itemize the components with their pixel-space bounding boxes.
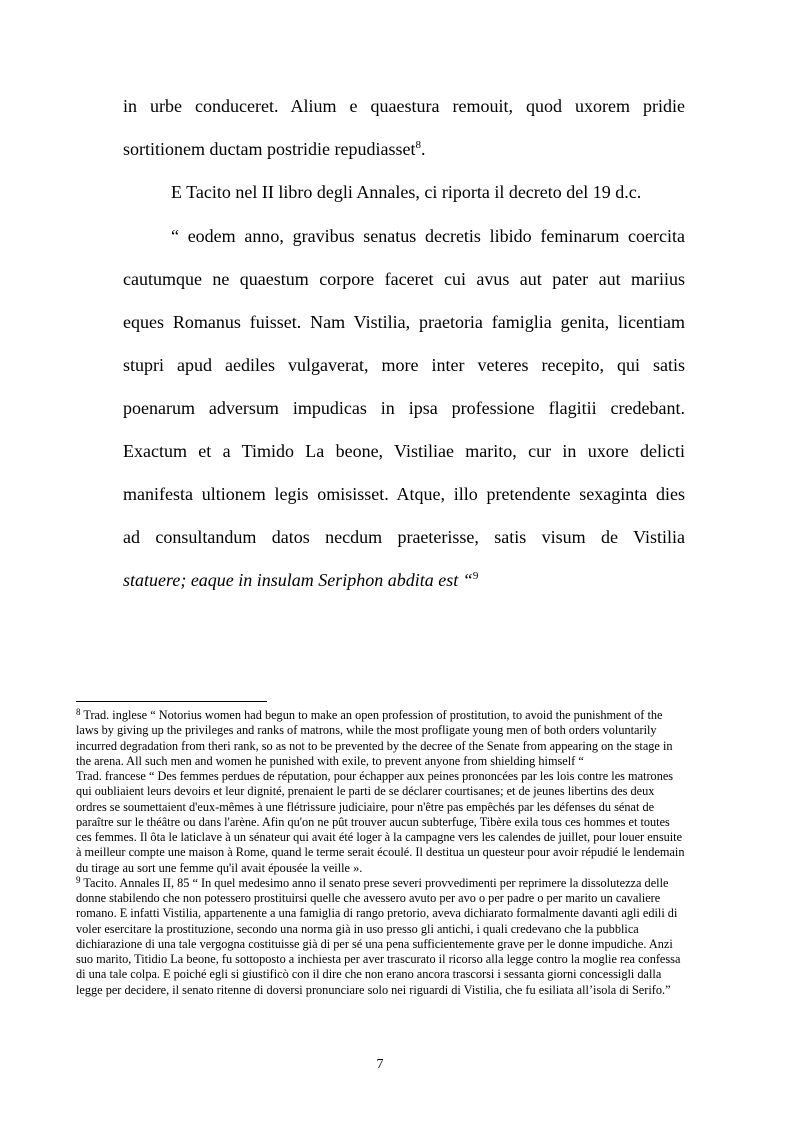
body-line-7: stupri apud aediles vulgaverat, more inter veteres recepito, qui satis	[123, 355, 685, 375]
body-line-1: in urbe conduceret. Alium e quaestura remouit, quod uxorem pridie	[123, 96, 685, 116]
body-line-11: ad consultandum datos necdum praeterisse, satis visum de Vistilia	[123, 527, 685, 547]
body-line-12-text: statuere; eaque in insulam Seriphon abdita est	[123, 570, 459, 590]
footnote-9-number: 9	[76, 874, 81, 885]
body-line-9: Exactum et a Timido La beone, Vistiliae marito, cur in uxore delicti	[123, 441, 685, 461]
body-line-2	[123, 138, 685, 160]
closing-quote: “	[462, 570, 473, 590]
footnote-9	[76, 876, 688, 998]
body-line-4: “ eodem anno, gravibus senatus decretis libido feminarum coercita	[171, 226, 685, 246]
body-line-12	[123, 569, 685, 591]
footnote-8-french: Trad. francese “ Des femmes perdues de réputation, pour échapper aux peines prononcées par les lois contre les matrones qui oubliaient leurs devoirs et leur dignité, prenaient le parti de se déclarer courtisanes; et de jeunes libertins des deux ordres se soumettaient d'eux-mêmes à une flétrissure judiciaire, pour n'être pas empêchés par les défenses du sénat de paraître sur le théâtre ou dans l'arène. Afin qu'on ne pût trouver aucun subterfuge, Tibère exila tous ces hommes et toutes ces femmes. Il ôta le laticlave à un sénateur qui avait été loger à la campagne vers les calendes de juillet, pour louer ensuite à meilleur compte une maison à Rome, quand le terme serait écoulé. Il destitua un questeur pour avoir répudié le lendemain du tirage au sort une femme qu'il avait épousée la veille ».	[76, 769, 685, 875]
body-line-8: poenarum adversum impudicas in ipsa professione flagitii credebant.	[123, 398, 685, 418]
body-line-5: cautumque ne quaestum corpore faceret cui avus aut pater aut mariius	[123, 269, 685, 289]
footnote-9-text: Tacito. Annales II, 85 “ In quel medesimo anno il senato prese severi provvedimenti per reprimere la dissolutezza delle donne stabilendo che non potessero prostituirsi quelle che avessero avuto per avo o per padre o per marito un cavaliere romano. E infatti Vistilia, appartenente a una famiglia di rango pretorio, aveva dichiarato formalmente davanti agli edili di voler esercitare la prostituzione, secondo una norma già in uso presso gli antichi, i quali credevano che la pubblica dichiarazione di una tale vergogna costituisse già di per sé una pena sufficientemente grave per le donne impudiche. Anzi suo marito, Titidio La beone, fu sottoposto a inchiesta per aver trascurato il ricorso alla legge contro la moglie rea confessa di una tale colpa. E poiché egli si giustificò con il dire che non erano ancora trascorsi i sessanta giorni concessigli dalla legge per decidere, il senato ritenne di doversi pronunciare solo nei riguardi di Vistilia, che fu esiliata all’isola di Serifo.”	[76, 875, 681, 997]
page-number: 7	[376, 1057, 384, 1072]
footnotes	[76, 708, 688, 998]
body-line-3: E Tacito nel II libro degli Annales, ci riporta il decreto del 19 d.c.	[171, 182, 642, 202]
footnote-8-english	[76, 708, 688, 769]
body-line-2-text: sortitionem ductam postridie repudiasset	[123, 139, 416, 159]
body-line-2-end: .	[420, 139, 426, 159]
body-line-10: manifesta ultionem legis omisisset. Atque, illo pretendente sexaginta dies	[123, 484, 685, 504]
footnote-ref-8[interactable]: 8	[415, 139, 421, 151]
footnote-ref-9[interactable]: 9	[472, 570, 479, 582]
footnote-8-number: 8	[76, 707, 81, 717]
body-line-6: eques Romanus fuisset. Nam Vistilia, praetoria famiglia genita, licentiam	[123, 312, 685, 332]
footnote-separator	[76, 701, 267, 702]
footnote-8-english-text: Trad. inglese “ Notorius women had begun to make an open profession of prostitution, to avoid the punishment of the laws by giving up the privileges and ranks of matrons, while the most profligate young men of both orders voluntarily incurred degradation from theri rank, so as not to be prevented by the decree of the Senate from appearing on the stage in the arena. All such men and women he punished with exile, to prevent anyone from shielding himself “	[76, 708, 673, 768]
